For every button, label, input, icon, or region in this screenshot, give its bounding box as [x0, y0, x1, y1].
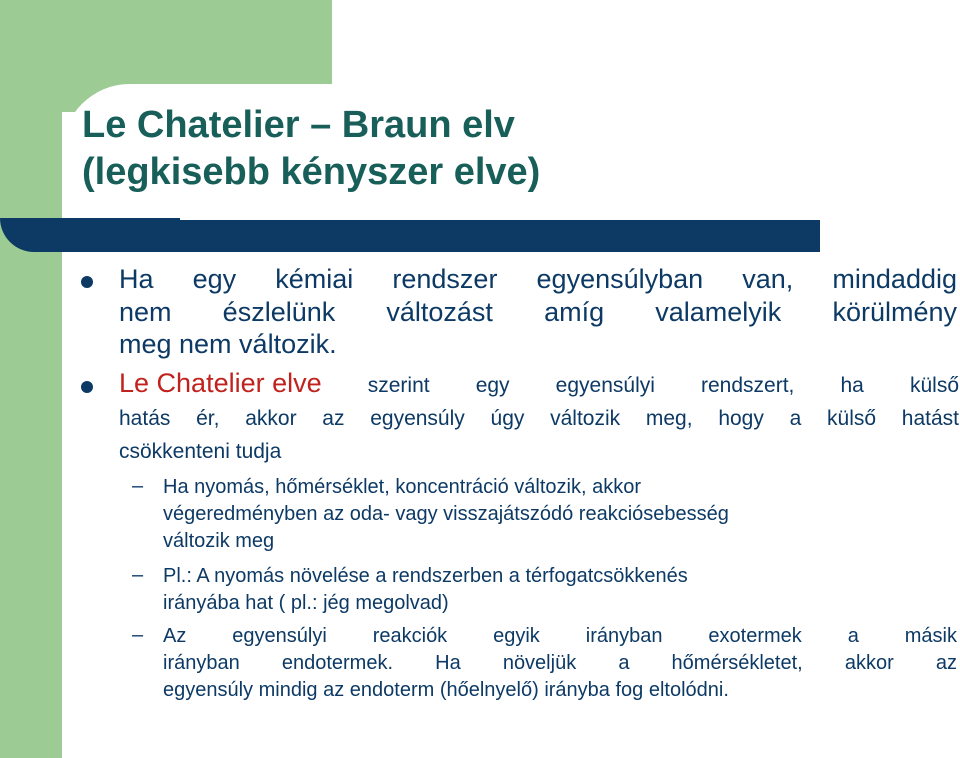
title-line-2: (legkisebb kényszer elve) [82, 151, 541, 193]
bullet-1-text [119, 263, 957, 361]
bullet-1-line-1: Ha egy kémiai rendszer egyensúlyban van, mindaddig [119, 264, 957, 294]
sub-1-line-2: végeredményben az oda- vagy visszajátszódó reakciósebesség [163, 503, 729, 525]
decor-navy-bar [62, 220, 820, 252]
dash-1: – [132, 475, 144, 497]
bullet-2-line-1-rest: szerint egy egyensúlyi rendszert, ha külső [321, 374, 959, 397]
le-chatelier-highlight: Le Chatelier elve [119, 368, 322, 398]
dash-3: – [132, 624, 144, 646]
bullet-2-line-1 [119, 367, 959, 402]
sub-3-text [163, 623, 957, 704]
sub-2-line-2: irányába hat ( pl.: jég megolvad) [163, 592, 449, 614]
bullet-2-text [119, 367, 959, 468]
sub-2-text [163, 563, 957, 617]
bullet-1-line-3: meg nem változik. [119, 329, 337, 359]
slide-title [82, 102, 540, 196]
sub-1-line-1: Ha nyomás, hőmérséklet, koncentráció változik, akkor [163, 476, 641, 498]
bullet-dot-1 [81, 276, 93, 288]
sub-3-line-2: irányban endotermek. Ha növeljük a hőmérsékletet, akkor az [163, 652, 957, 674]
sub-1-text [163, 474, 957, 555]
dash-2: – [132, 564, 144, 586]
decor-green-left [0, 0, 62, 758]
sub-3-line-1: Az egyensúlyi reakciók egyik irányban exotermek a másik [163, 625, 957, 647]
sub-1-line-3: változik meg [163, 530, 275, 552]
bullet-1-line-2: nem észlelünk változást amíg valamelyik körülmény [119, 296, 957, 327]
bullet-dot-2 [81, 381, 93, 393]
bullet-2-line-3: csökkenteni tudja [119, 440, 282, 463]
title-line-1: Le Chatelier – Braun elv [82, 104, 515, 146]
sub-3-line-3: egyensúly mindig az endoterm (hőelnyelő) irányba fog eltolódni. [163, 679, 729, 701]
bullet-2-line-2: hatás ér, akkor az egyensúly úgy változik meg, hogy a külső hatást [119, 407, 959, 430]
sub-2-line-1: Pl.: A nyomás növelése a rendszerben a térfogatcsökkenés [163, 565, 688, 587]
